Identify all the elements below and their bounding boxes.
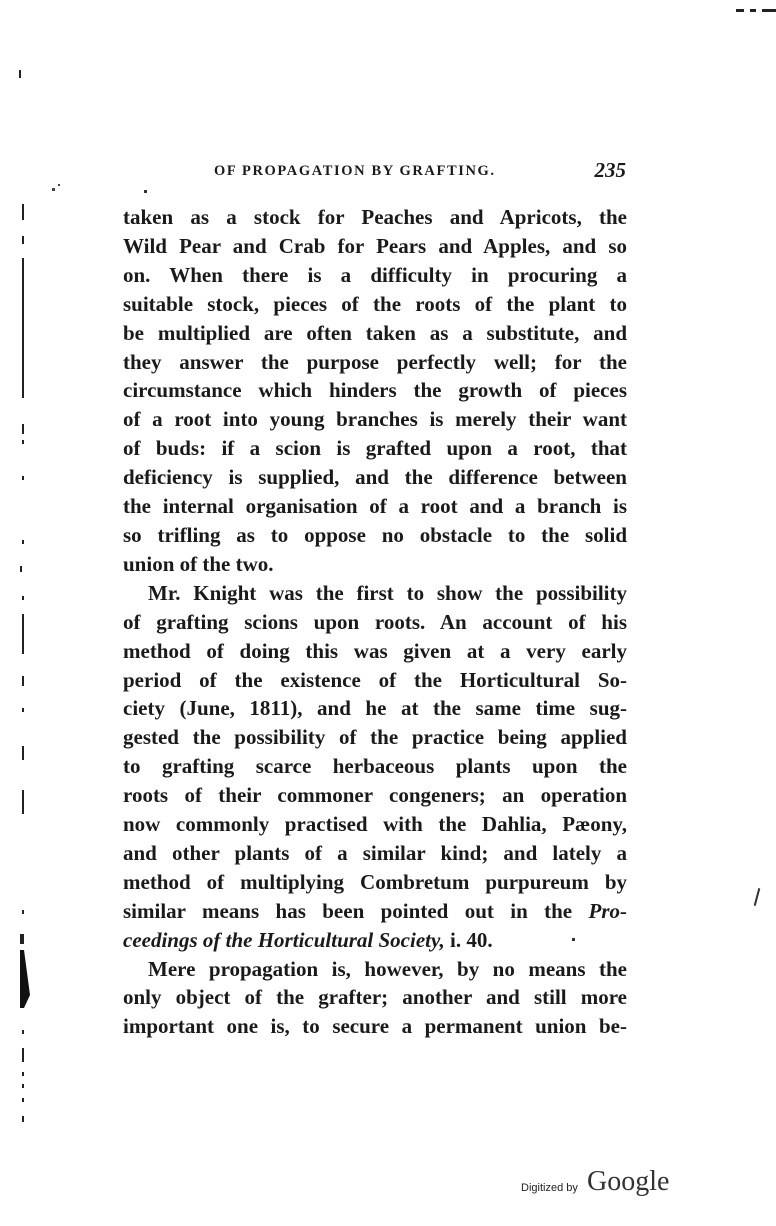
text-line: Mr. Knight was the first to show the possibility — [148, 580, 627, 605]
text-line: and other plants of a similar kind; and lately a — [123, 840, 627, 865]
text-segment: similar means has been pointed out in the — [123, 898, 573, 923]
text-line: taken as a stock for Peaches and Apricots, the — [123, 205, 627, 229]
text-line: be multiplied are often taken as a substitute, and — [123, 320, 627, 345]
stray-mark — [754, 888, 761, 906]
text-line: period of the existence of the Horticultural So- — [123, 667, 627, 692]
text-line: of a root into young branches is merely their want — [123, 407, 627, 432]
text-line: the internal organisation of a root and a branch is — [123, 494, 627, 519]
text-line: they answer the purpose perfectly well; for the — [123, 349, 627, 374]
stray-mark — [144, 190, 147, 193]
running-head: OF PROPAGATION BY GRAFTING. — [214, 163, 496, 179]
digitized-watermark — [521, 1166, 681, 1200]
text-line: now commonly practised with the Dahlia, Pæony, — [123, 812, 627, 837]
page-number: 235 — [594, 158, 626, 182]
text-line: deficiency is supplied, and the difference between — [123, 465, 627, 490]
text-line: union of the two. — [123, 551, 274, 576]
text-line: on. When there is a difficulty in procuring a — [123, 262, 627, 287]
text-line: ciety (June, 1811), and he at the same time sug- — [123, 696, 627, 721]
scan-margin-artifacts — [0, 0, 60, 1221]
text-line: roots of their commoner congeners; an operation — [123, 783, 627, 808]
body-text — [123, 203, 627, 1041]
text-line: important one is, to secure a permanent union be- — [123, 1014, 627, 1039]
running-header — [214, 160, 626, 184]
text-line — [123, 926, 627, 955]
journal-title: Pro- — [588, 898, 627, 923]
text-line — [123, 897, 627, 926]
text-line: Wild Pear and Crab for Pears and Apples, and so — [123, 233, 627, 258]
text-line: circumstance which hinders the growth of pieces — [123, 378, 627, 403]
text-line: Mere propagation is, however, by no means the — [148, 956, 627, 981]
text-segment: i. 40. — [444, 927, 493, 952]
text-line: so trifling as to oppose no obstacle to the solid — [123, 522, 627, 547]
text-line: to grafting scarce herbaceous plants upon the — [123, 754, 627, 779]
text-line: of buds: if a scion is grafted upon a root, that — [123, 436, 627, 461]
journal-title: ceedings of the Horticultural Society, — [123, 927, 445, 952]
text-line: of grafting scions upon roots. An account of his — [123, 609, 627, 634]
text-line: method of multiplying Combretum purpureum by — [123, 869, 627, 894]
text-line: method of doing this was given at a very early — [123, 638, 627, 663]
google-logo: Google — [587, 1166, 670, 1197]
text-line: gested the possibility of the practice being applied — [123, 725, 627, 750]
text-line: suitable stock, pieces of the roots of the plant to — [123, 291, 627, 316]
digitized-label: Digitized by — [521, 1182, 578, 1194]
scan-edge-mark — [736, 0, 776, 4]
text-line: only object of the grafter; another and still more — [123, 985, 627, 1010]
